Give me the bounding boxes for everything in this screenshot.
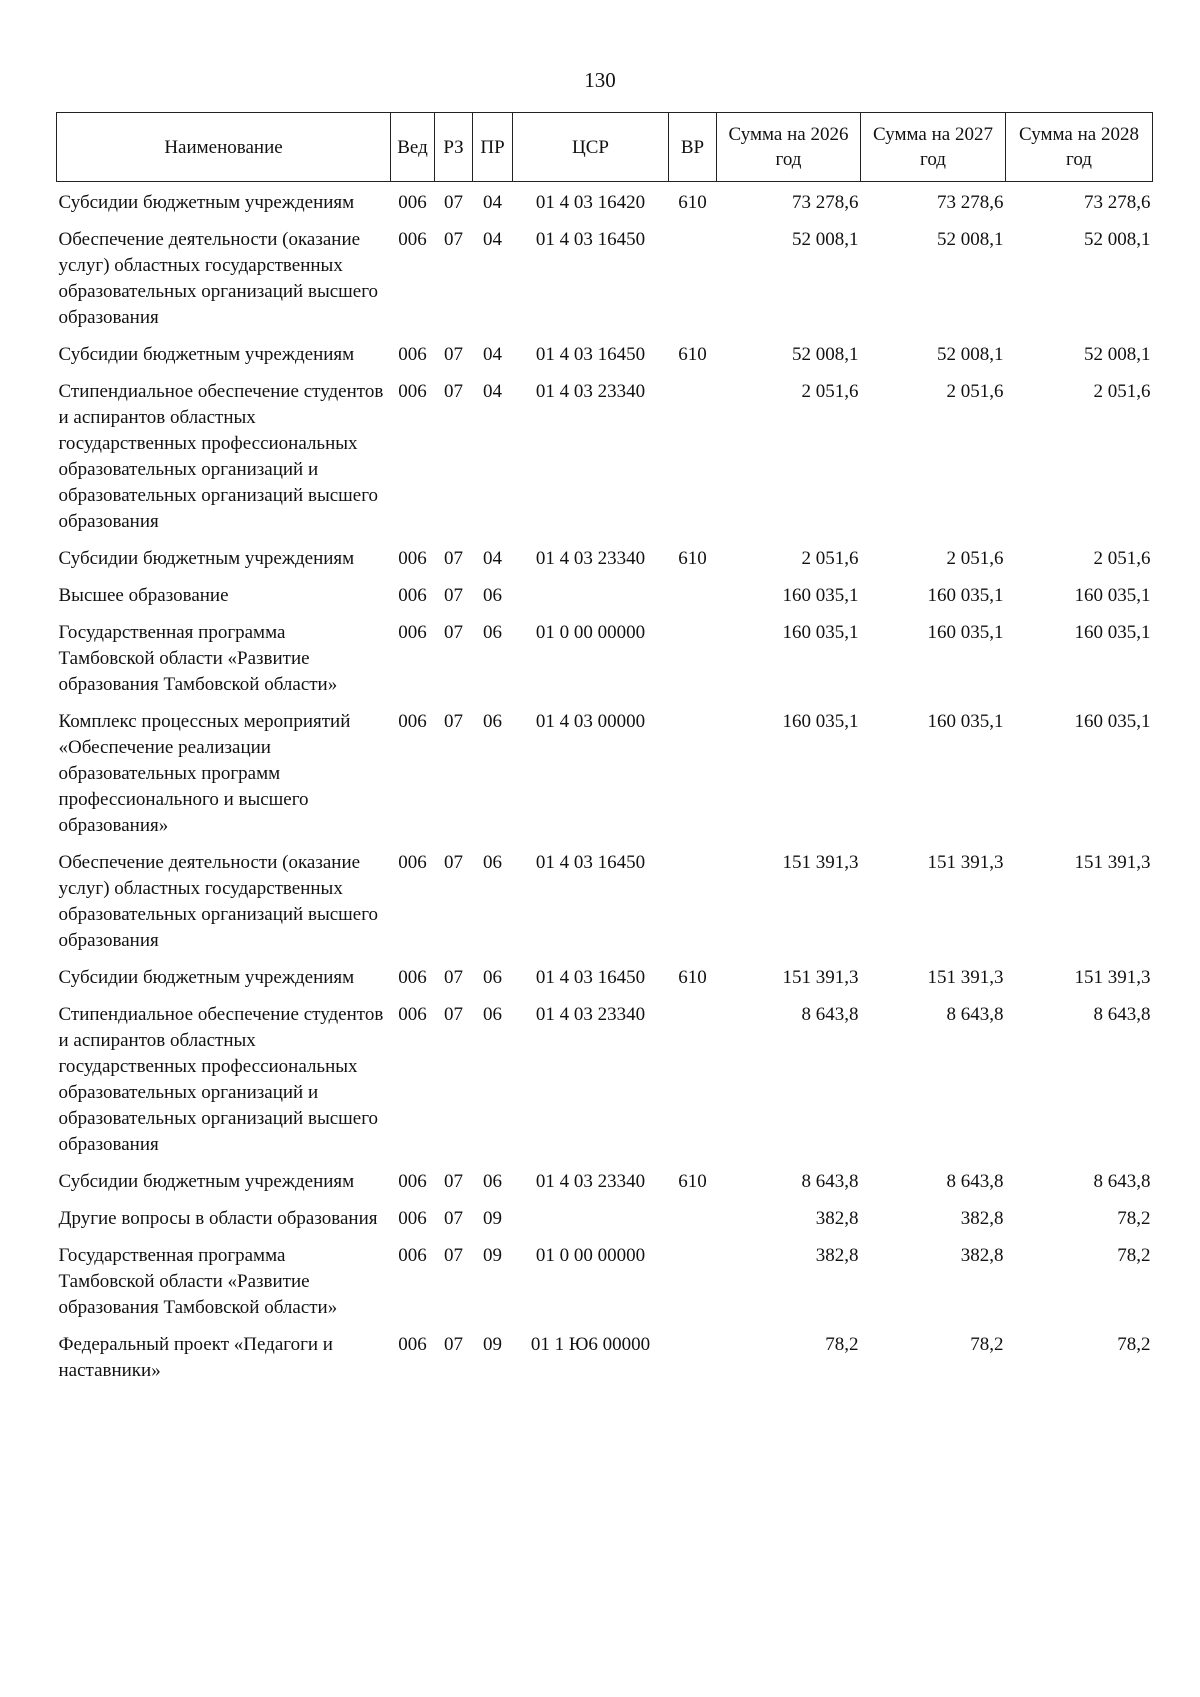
page-number: 130 — [584, 68, 616, 92]
cell-sum-2028: 8 643,8 — [1093, 1171, 1151, 1192]
cell-pr: 04 — [483, 344, 502, 365]
cell-csr: 01 4 03 23340 — [535, 1171, 646, 1192]
cell-sum-2028: 73 278,6 — [1084, 192, 1151, 213]
cell-pr: 04 — [483, 381, 502, 402]
cell-vr — [669, 1324, 717, 1387]
cell-pr: 06 — [483, 967, 502, 988]
cell-rz: 07 — [444, 229, 463, 250]
cell-sum-2027: 2 051,6 — [946, 548, 1004, 569]
cell-vr — [669, 219, 717, 334]
header-vr: ВР — [669, 113, 717, 182]
cell-ved: 006 — [398, 1171, 427, 1192]
cell-sum-2027: 382,8 — [960, 1245, 1004, 1266]
cell-sum-2027: 382,8 — [960, 1208, 1004, 1229]
cell-ved: 006 — [398, 1245, 427, 1266]
cell-vr — [669, 1235, 717, 1324]
cell-pr: 09 — [483, 1208, 502, 1229]
cell-pr: 06 — [483, 711, 502, 732]
cell-name: Обеспечение деятельности (оказание услуг) областных государственных образовательных организаций высшего образования — [58, 229, 379, 328]
cell-rz: 07 — [444, 344, 463, 365]
cell-csr: 01 4 03 16450 — [535, 344, 646, 365]
cell-pr: 06 — [483, 1004, 502, 1025]
table-row — [57, 334, 1153, 371]
table-row — [57, 575, 1153, 612]
cell-pr: 06 — [483, 1171, 502, 1192]
cell-vr — [669, 701, 717, 842]
cell-sum-2028: 160 035,1 — [1074, 711, 1151, 732]
cell-rz: 07 — [444, 1171, 463, 1192]
header-sum-2027: Сумма на 2027 год — [861, 113, 1006, 182]
table-row — [57, 994, 1153, 1161]
cell-name: Комплекс процессных мероприятий «Обеспечение реализации образовательных программ профессионального и высшего образования» — [58, 711, 351, 836]
cell-sum-2026: 78,2 — [825, 1334, 859, 1355]
cell-ved: 006 — [398, 967, 427, 988]
cell-name: Субсидии бюджетным учреждениям — [58, 548, 355, 569]
cell-csr: 01 0 00 00000 — [535, 622, 646, 643]
cell-ved: 006 — [398, 1334, 427, 1355]
cell-vr: 610 — [678, 192, 707, 213]
cell-rz: 07 — [444, 585, 463, 606]
cell-csr: 01 1 Ю6 00000 — [530, 1334, 651, 1355]
cell-csr: 01 4 03 23340 — [535, 381, 646, 402]
cell-vr: 610 — [678, 967, 707, 988]
cell-sum-2026: 160 035,1 — [782, 622, 859, 643]
cell-csr: 01 4 03 16420 — [535, 192, 646, 213]
cell-sum-2027: 52 008,1 — [937, 344, 1004, 365]
cell-vr — [669, 575, 717, 612]
cell-csr: 01 4 03 16450 — [535, 229, 646, 250]
cell-sum-2027: 160 035,1 — [927, 622, 1004, 643]
cell-sum-2028: 151 391,3 — [1074, 852, 1151, 873]
cell-sum-2026: 52 008,1 — [792, 229, 859, 250]
cell-vr: 610 — [678, 548, 707, 569]
header-rz: РЗ — [435, 113, 473, 182]
cell-pr: 04 — [483, 229, 502, 250]
cell-vr — [669, 842, 717, 957]
cell-pr: 04 — [483, 548, 502, 569]
cell-name: Государственная программа Тамбовской области «Развитие образования Тамбовской области» — [58, 1245, 338, 1318]
cell-ved: 006 — [398, 622, 427, 643]
cell-sum-2028: 2 051,6 — [1093, 381, 1151, 402]
cell-sum-2028: 78,2 — [1117, 1334, 1151, 1355]
cell-ved: 006 — [398, 852, 427, 873]
cell-sum-2026: 52 008,1 — [792, 344, 859, 365]
cell-sum-2026: 73 278,6 — [792, 192, 859, 213]
cell-rz: 07 — [444, 192, 463, 213]
cell-csr — [513, 575, 669, 612]
cell-sum-2028: 78,2 — [1117, 1208, 1151, 1229]
cell-sum-2027: 151 391,3 — [927, 852, 1004, 873]
cell-sum-2026: 160 035,1 — [782, 585, 859, 606]
cell-rz: 07 — [444, 548, 463, 569]
cell-sum-2026: 8 643,8 — [801, 1171, 859, 1192]
table-row — [57, 371, 1153, 538]
cell-name: Обеспечение деятельности (оказание услуг) областных государственных образовательных организаций высшего образования — [58, 852, 379, 951]
budget-table — [56, 112, 1153, 1387]
cell-rz: 07 — [444, 1208, 463, 1229]
cell-sum-2027: 73 278,6 — [937, 192, 1004, 213]
cell-sum-2027: 52 008,1 — [937, 229, 1004, 250]
cell-name: Другие вопросы в области образования — [58, 1208, 378, 1229]
cell-pr: 06 — [483, 585, 502, 606]
table-body — [57, 182, 1153, 1388]
cell-pr: 06 — [483, 852, 502, 873]
table-row — [57, 1324, 1153, 1387]
cell-pr: 09 — [483, 1334, 502, 1355]
cell-sum-2026: 151 391,3 — [782, 852, 859, 873]
table-row — [57, 612, 1153, 701]
cell-sum-2028: 8 643,8 — [1093, 1004, 1151, 1025]
cell-sum-2027: 160 035,1 — [927, 711, 1004, 732]
cell-name: Высшее образование — [58, 585, 229, 606]
cell-sum-2028: 52 008,1 — [1084, 229, 1151, 250]
cell-sum-2028: 52 008,1 — [1084, 344, 1151, 365]
cell-csr: 01 4 03 16450 — [535, 967, 646, 988]
cell-ved: 006 — [398, 1004, 427, 1025]
cell-vr: 610 — [678, 344, 707, 365]
cell-name: Стипендиальное обеспечение студентов и аспирантов областных государственных профессиональных образовательных организаций и образовательных организаций высшего образования — [58, 381, 384, 532]
table-row — [57, 182, 1153, 220]
cell-ved: 006 — [398, 585, 427, 606]
header-pr: ПР — [473, 113, 513, 182]
cell-rz: 07 — [444, 381, 463, 402]
cell-sum-2028: 2 051,6 — [1093, 548, 1151, 569]
table-row — [57, 1198, 1153, 1235]
cell-pr: 06 — [483, 622, 502, 643]
cell-sum-2027: 8 643,8 — [946, 1171, 1004, 1192]
cell-name: Субсидии бюджетным учреждениям — [58, 1171, 355, 1192]
cell-pr: 09 — [483, 1245, 502, 1266]
cell-csr — [513, 1198, 669, 1235]
table-row — [57, 538, 1153, 575]
cell-sum-2026: 382,8 — [815, 1208, 859, 1229]
table-row — [57, 701, 1153, 842]
cell-ved: 006 — [398, 381, 427, 402]
cell-vr — [669, 994, 717, 1161]
cell-ved: 006 — [398, 229, 427, 250]
cell-csr: 01 4 03 16450 — [535, 852, 646, 873]
cell-sum-2027: 2 051,6 — [946, 381, 1004, 402]
cell-csr: 01 4 03 23340 — [535, 1004, 646, 1025]
table-row — [57, 1235, 1153, 1324]
cell-sum-2028: 151 391,3 — [1074, 967, 1151, 988]
cell-name: Субсидии бюджетным учреждениям — [58, 192, 355, 213]
cell-sum-2027: 8 643,8 — [946, 1004, 1004, 1025]
cell-name: Федеральный проект «Педагоги и наставники» — [58, 1334, 333, 1381]
cell-sum-2026: 382,8 — [815, 1245, 859, 1266]
header-sum-2028: Сумма на 2028 год — [1006, 113, 1153, 182]
cell-rz: 07 — [444, 711, 463, 732]
header-sum-2026: Сумма на 2026 год — [717, 113, 861, 182]
header-csr: ЦСР — [513, 113, 669, 182]
cell-rz: 07 — [444, 967, 463, 988]
cell-sum-2027: 151 391,3 — [927, 967, 1004, 988]
cell-rz: 07 — [444, 1004, 463, 1025]
cell-ved: 006 — [398, 548, 427, 569]
table-row — [57, 842, 1153, 957]
cell-vr — [669, 612, 717, 701]
cell-sum-2028: 78,2 — [1117, 1245, 1151, 1266]
cell-sum-2026: 151 391,3 — [782, 967, 859, 988]
cell-sum-2028: 160 035,1 — [1074, 622, 1151, 643]
cell-rz: 07 — [444, 1245, 463, 1266]
cell-csr: 01 0 00 00000 — [535, 1245, 646, 1266]
table-row — [57, 957, 1153, 994]
cell-vr: 610 — [678, 1171, 707, 1192]
cell-rz: 07 — [444, 852, 463, 873]
header-name: Наименование — [57, 113, 391, 182]
table-row — [57, 219, 1153, 334]
table-row — [57, 1161, 1153, 1198]
cell-ved: 006 — [398, 711, 427, 732]
cell-sum-2026: 2 051,6 — [801, 381, 859, 402]
cell-csr: 01 4 03 00000 — [535, 711, 646, 732]
cell-sum-2026: 2 051,6 — [801, 548, 859, 569]
cell-sum-2026: 160 035,1 — [782, 711, 859, 732]
cell-ved: 006 — [398, 1208, 427, 1229]
cell-name: Субсидии бюджетным учреждениям — [58, 967, 355, 988]
cell-csr: 01 4 03 23340 — [535, 548, 646, 569]
cell-vr — [669, 371, 717, 538]
cell-sum-2028: 160 035,1 — [1074, 585, 1151, 606]
cell-rz: 07 — [444, 1334, 463, 1355]
cell-rz: 07 — [444, 622, 463, 643]
cell-ved: 006 — [398, 192, 427, 213]
cell-name: Субсидии бюджетным учреждениям — [58, 344, 355, 365]
header-ved: Вед — [391, 113, 435, 182]
cell-pr: 04 — [483, 192, 502, 213]
cell-ved: 006 — [398, 344, 427, 365]
cell-sum-2027: 78,2 — [970, 1334, 1004, 1355]
cell-sum-2027: 160 035,1 — [927, 585, 1004, 606]
cell-vr — [669, 1198, 717, 1235]
table-header — [57, 113, 1153, 182]
cell-name: Стипендиальное обеспечение студентов и аспирантов областных государственных профессиональных образовательных организаций и образовательных организаций высшего образования — [58, 1004, 384, 1155]
cell-name: Государственная программа Тамбовской области «Развитие образования Тамбовской области» — [58, 622, 338, 695]
cell-sum-2026: 8 643,8 — [801, 1004, 859, 1025]
